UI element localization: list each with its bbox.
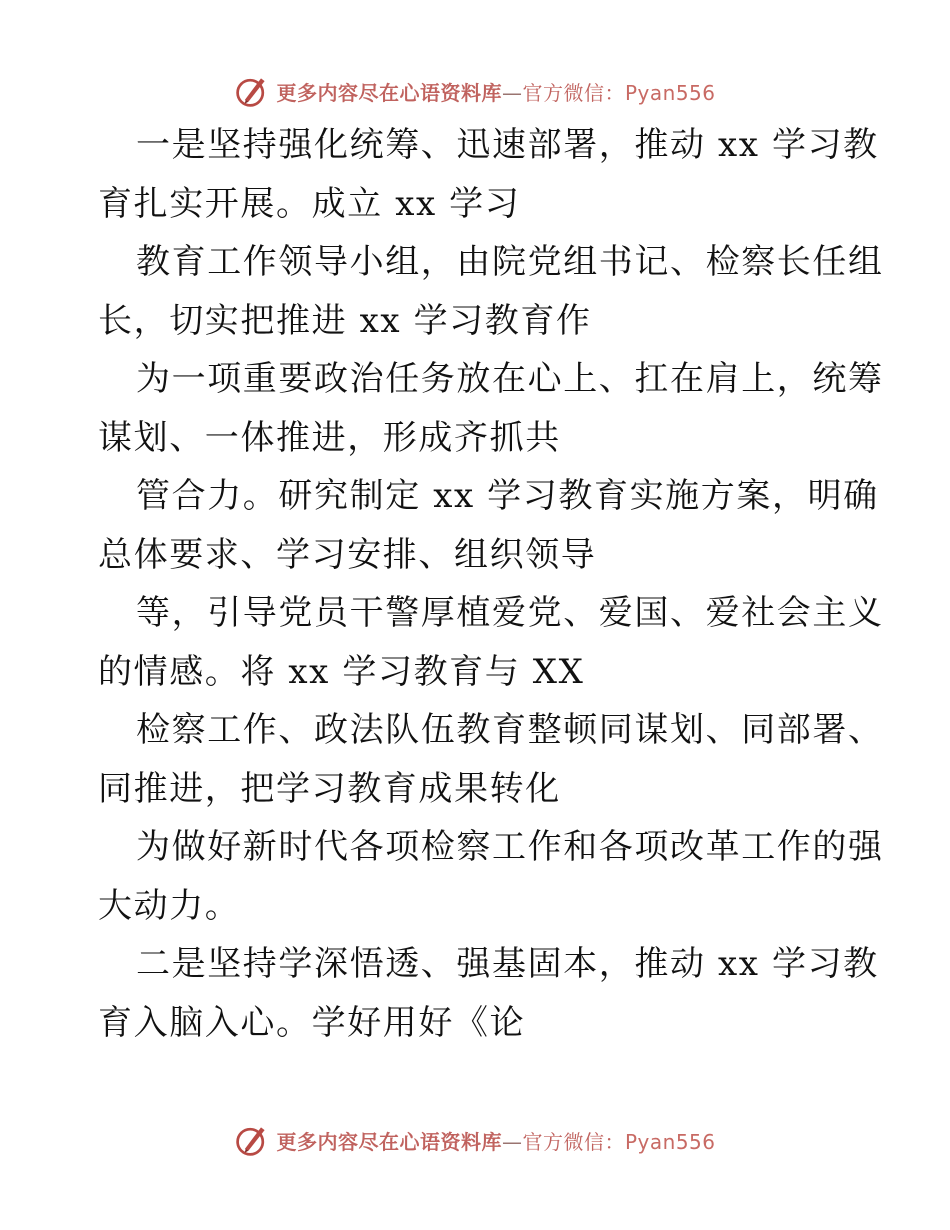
watermark-wechat-id: Pyan556: [624, 80, 716, 105]
quill-pen-icon: [234, 73, 270, 109]
paragraph-line: 二是坚持学深悟透、强基固本，推动 xx 学习教: [136, 944, 879, 984]
paragraph-line: 一是坚持强化统筹、迅速部署，推动 xx 学习教: [136, 125, 879, 165]
paragraph-line: 谋划、一体推进，形成齐抓共: [98, 417, 561, 458]
watermark-text: [276, 1126, 715, 1155]
header-watermark: [0, 71, 950, 111]
paragraph-line: 等，引导党员干警厚植爱党、爱国、爱社会主义: [136, 593, 884, 633]
watermark-text: [276, 77, 715, 106]
watermark-wechat-label: 官方微信：: [522, 1129, 625, 1154]
document-body: [98, 116, 884, 1052]
paragraph-line: 育入脑入心。学好用好《论: [98, 1002, 526, 1043]
watermark-wechat-id: Pyan556: [624, 1129, 716, 1154]
watermark-brand: 更多内容尽在心语资料库: [276, 1129, 502, 1154]
paragraph-line: 同推进，把学习教育成果转化: [98, 768, 561, 809]
paragraph-line: 管合力。研究制定 xx 学习教育实施方案，明确: [136, 476, 879, 516]
watermark-wechat-label: 官方微信：: [522, 80, 625, 105]
watermark-separator: —: [501, 80, 523, 105]
quill-pen-icon: [234, 1122, 270, 1158]
paragraph-line: 教育工作领导小组，由院党组书记、检察长任组: [136, 242, 884, 282]
paragraph-line: 育扎实开展。成立 xx 学习: [98, 183, 521, 224]
paragraph-line: 为一项重要政治任务放在心上、扛在肩上，统筹: [136, 359, 884, 399]
paragraph-line: 大动力。: [98, 885, 241, 926]
paragraph-line: 检察工作、政法队伍教育整顿同谋划、同部署、: [136, 710, 884, 750]
watermark-brand: 更多内容尽在心语资料库: [276, 80, 502, 105]
paragraph-line: 为做好新时代各项检察工作和各项改革工作的强: [136, 827, 884, 867]
paragraph-line: 长，切实把推进 xx 学习教育作: [98, 300, 592, 341]
watermark-separator: —: [501, 1129, 523, 1154]
paragraph-line: 的情感。将 xx 学习教育与 XX: [98, 651, 585, 692]
paragraph-line: 总体要求、学习安排、组织领导: [98, 534, 597, 575]
footer-watermark: [0, 1120, 950, 1160]
